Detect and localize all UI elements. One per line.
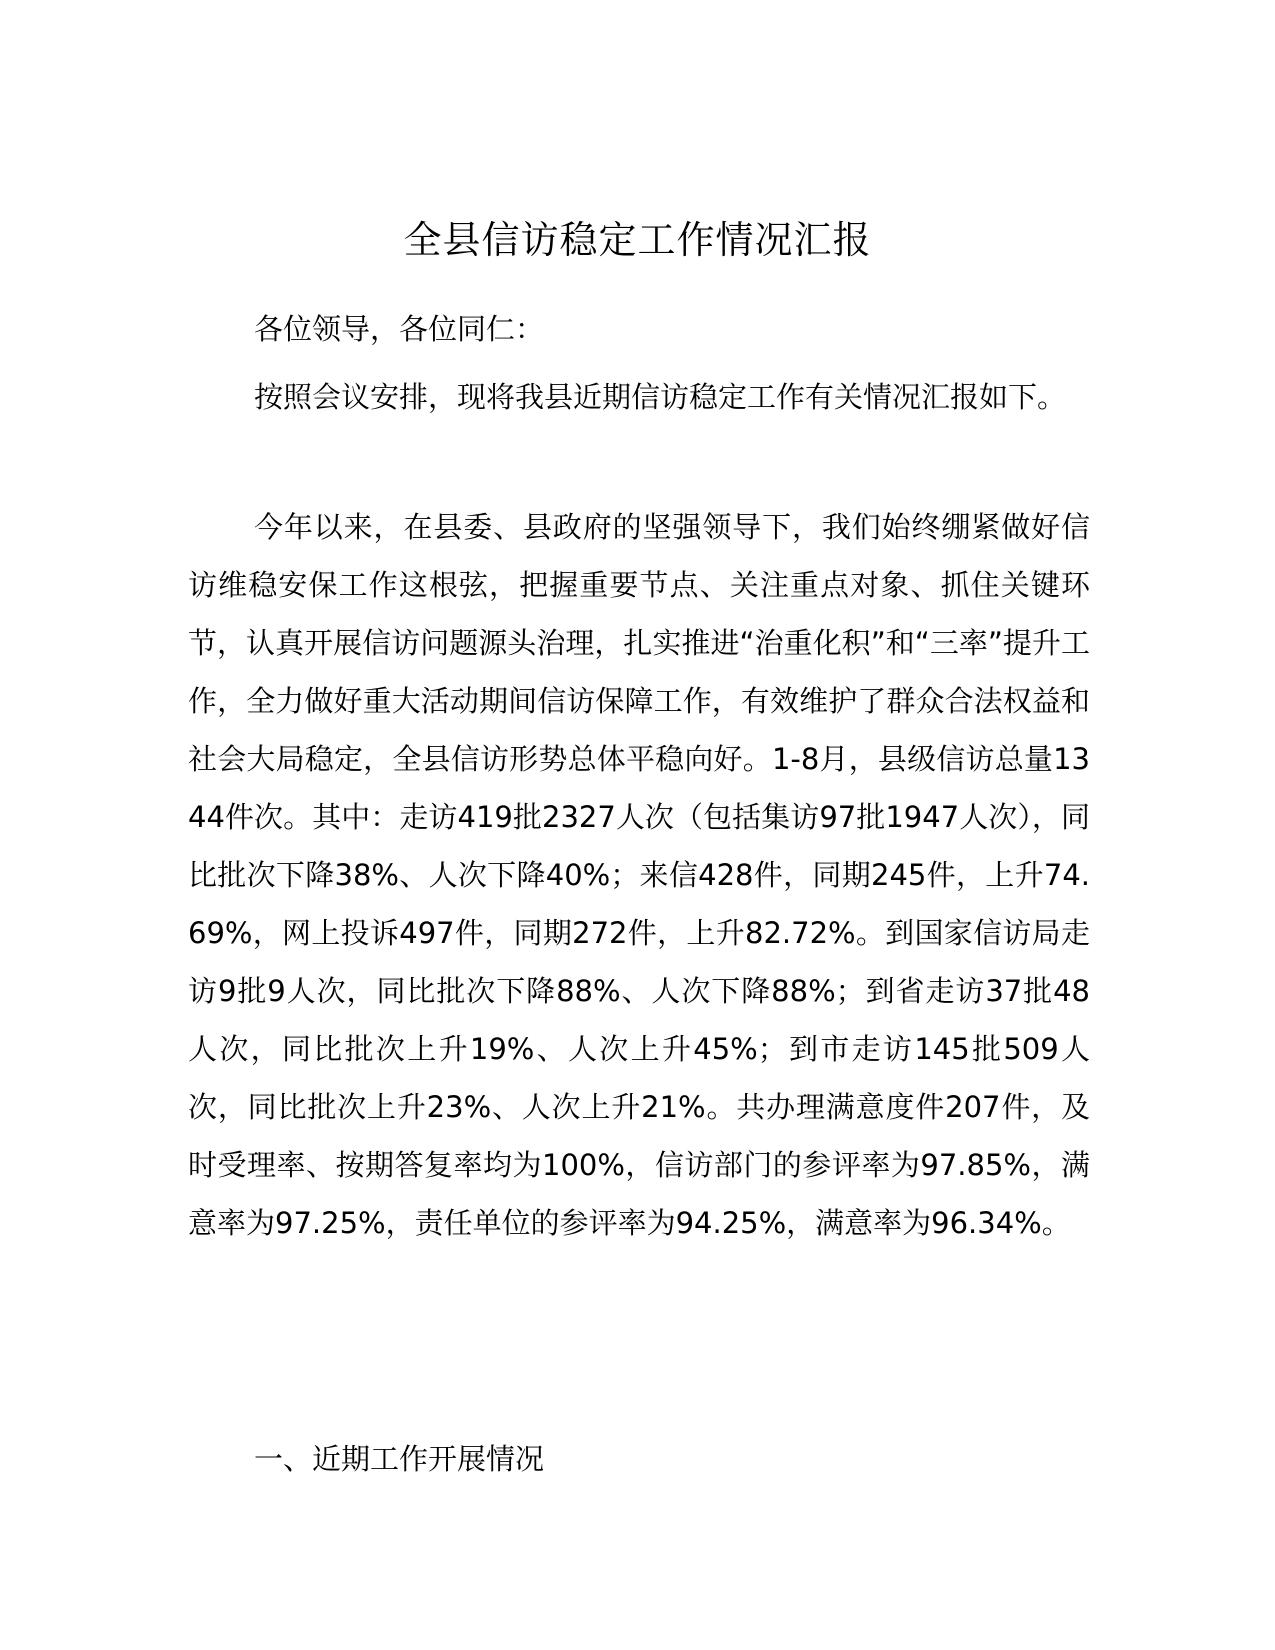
summary-paragraph: 今年以来，在县委、县政府的坚强领导下，我们始终绷紧做好信访维稳安保工作这根弦，把握重要节点、关注重点对象、抓住关键环节，认真开展信访问题源头治理，扎实推进“治重化积”和“三率”提升工作，全力做好重大活动期间信访保障工作，有效维护了群众合法权益和社会大局稳定，全县信访形势总体平稳向好。1-8月，县级信访总量1344件次。其中：走访419批2327人次（包括集访97批1947人次），同比批次下降38%、人次下降40%；来信428件，同期245件，上升74.69%，网上投诉497件，同期272件，上升82.72%。到国家信访局走访9批9人次，同比批次下降88%、人次下降88%；到省走访37批48人次，同比批次上升19%、人次上升45%；到市走访145批509人次，同比批次上升23%、人次上升21%。共办理满意度件207件，及时受理率、按期答复率均为100%，信访部门的参评率为97.85%，满意率为97.25%，责任单位的参评率为94.25%，满意率为96.34%。 <box>188 510 1090 1240</box>
document-title: 全县信访稳定工作情况汇报 <box>403 218 872 262</box>
section-heading: 一、近期工作开展情况 <box>254 1442 545 1476</box>
greeting-paragraph: 各位领导，各位同仁： <box>254 312 545 346</box>
intro-paragraph: 按照会议安排，现将我县近期信访稳定工作有关情况汇报如下。 <box>254 380 1067 414</box>
